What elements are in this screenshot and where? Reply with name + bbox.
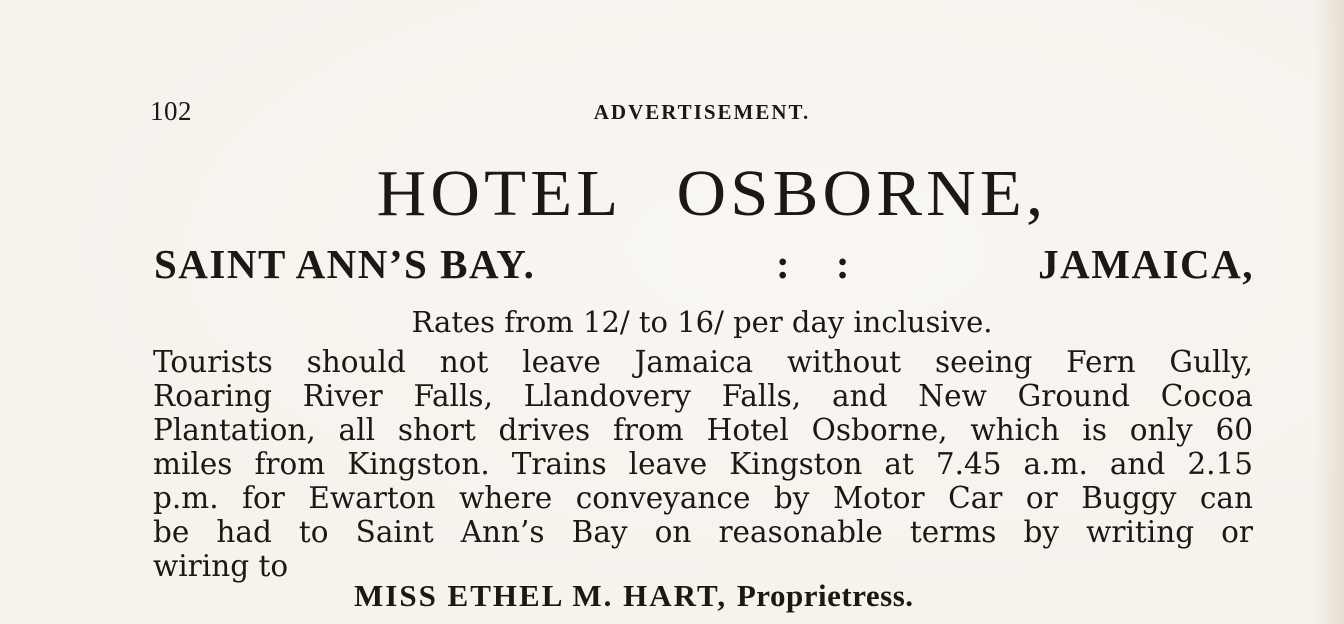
location-town: SAINT ANN’S BAY. — [154, 241, 536, 287]
page-number: 102 — [150, 96, 192, 126]
rates-line: Rates from 12/ to 16/ per day inclusive. — [411, 305, 993, 339]
body-line: wiring to — [153, 549, 289, 583]
location-separator: : : — [776, 241, 868, 287]
signature-line — [354, 578, 914, 614]
location-country: JAMAICA, — [1038, 241, 1254, 287]
body-line: Roaring River Falls, Llandovery Falls, and New Ground Cocoa — [153, 379, 1253, 413]
body-line: Plantation, all short drives from Hotel Osborne, which is only 60 — [153, 413, 1253, 447]
location-subhead — [154, 240, 1254, 296]
running-head: ADVERTISEMENT. — [593, 100, 811, 124]
body-line: p.m. for Ewarton where conveyance by Motor Car or Buggy can — [153, 481, 1253, 515]
proprietress-name: MISS ETHEL M. HART, — [354, 578, 728, 613]
body-line: miles from Kingston. Trains leave Kingston at 7.45 a.m. and 2.15 — [153, 447, 1253, 481]
body-line: be had to Saint Ann’s Bay on reasonable terms by writing or — [153, 515, 1253, 549]
hotel-title: HOTEL OSBORNE, — [376, 157, 1048, 230]
body-line: Tourists should not leave Jamaica without seeing Fern Gully, — [153, 345, 1253, 379]
proprietress-role: Proprietress. — [736, 578, 914, 613]
body-paragraph — [153, 345, 1253, 583]
